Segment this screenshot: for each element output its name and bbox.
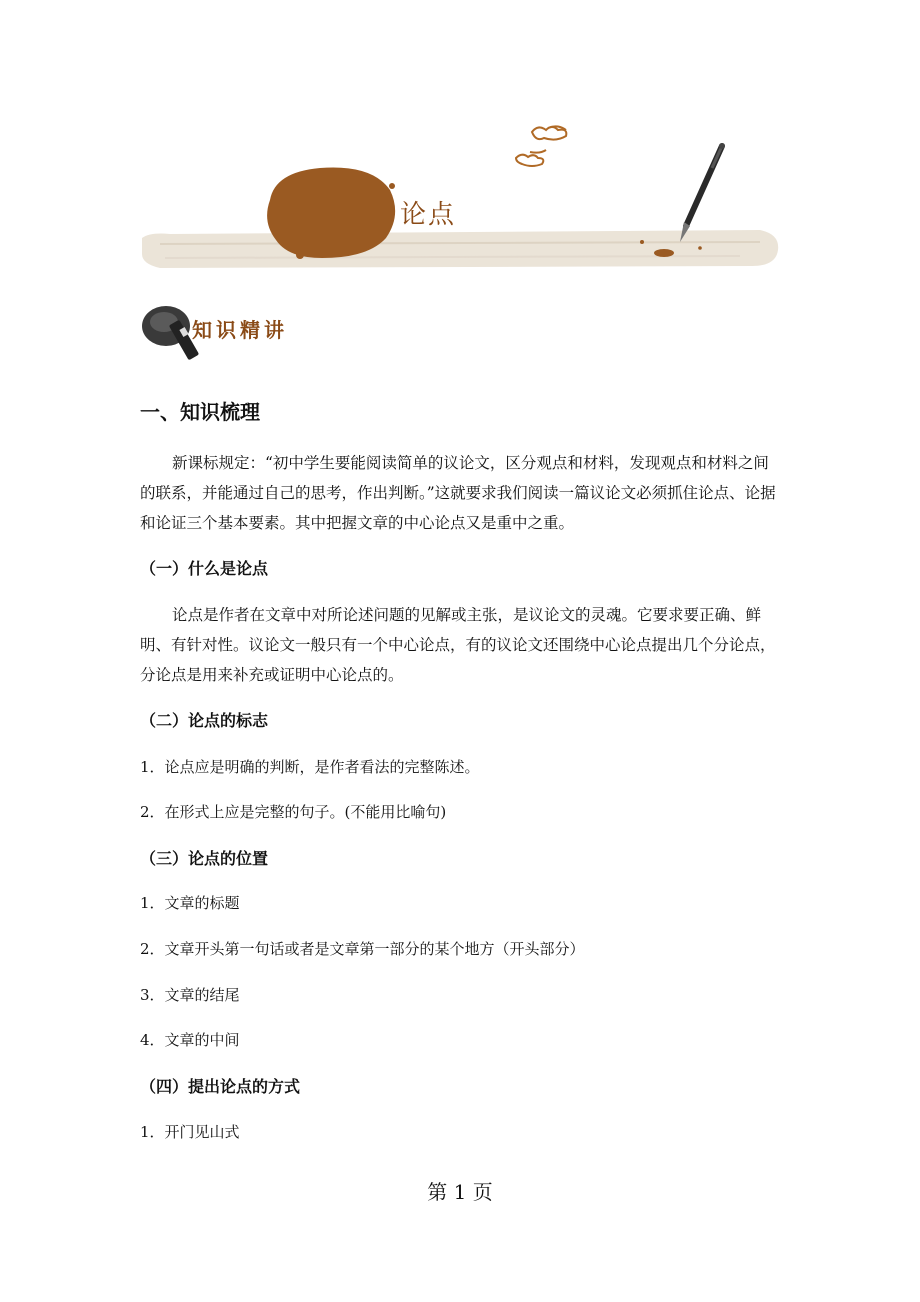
section1-paragraph: 论点是作者在文章中对所论述问题的见解或主张，是议论文的灵魂。它要求要正确、鲜明、有针对性。议论文一般只有一个中心论点，有的议论文还围绕中心论点提出几个分论点，分论点是用来补充或证明中心论点的。 (140, 606, 776, 684)
intro-paragraph: 新课标规定：“初中学生要能阅读简单的议论文，区分观点和材料，发现观点和材料之间的联系，并能通过自己的思考，作出判断。”这就要求我们阅读一篇议论文必须抓住论点、论据和论证三个基本要素。其中把握文章的中心论点又是重中之重。 (140, 454, 776, 532)
list-item: 1．论点应是明确的判断，是作者看法的完整陈述。 (140, 758, 480, 776)
header-banner (0, 0, 920, 290)
banner-title: 论点 (400, 200, 457, 230)
cloud-ornament-icon (516, 126, 566, 166)
ink-blot-icon (267, 167, 395, 259)
subheading-argument-markers: （二）论点的标志 (140, 711, 269, 730)
subheading-argument-position: （三）论点的位置 (140, 849, 269, 868)
heading-knowledge-review: 一、知识梳理 (140, 400, 260, 424)
list-item: 2．文章开头第一句话或者是文章第一部分的某个地方（开头部分） (140, 940, 585, 958)
page-number: 第 1 页 (427, 1180, 493, 1204)
list-item: 1．开门见山式 (140, 1123, 240, 1141)
subheading-argument-methods: （四）提出论点的方式 (140, 1077, 301, 1096)
section-badge-label: 知识精讲 (192, 318, 288, 342)
list-item: 4．文章的中间 (140, 1031, 240, 1049)
list-item: 1．文章的标题 (140, 894, 240, 912)
list-item: 3．文章的结尾 (140, 986, 240, 1004)
subheading-what-is-argument: （一）什么是论点 (140, 559, 269, 578)
list-item: 2．在形式上应是完整的句子。(不能用比喻句) (140, 803, 447, 821)
